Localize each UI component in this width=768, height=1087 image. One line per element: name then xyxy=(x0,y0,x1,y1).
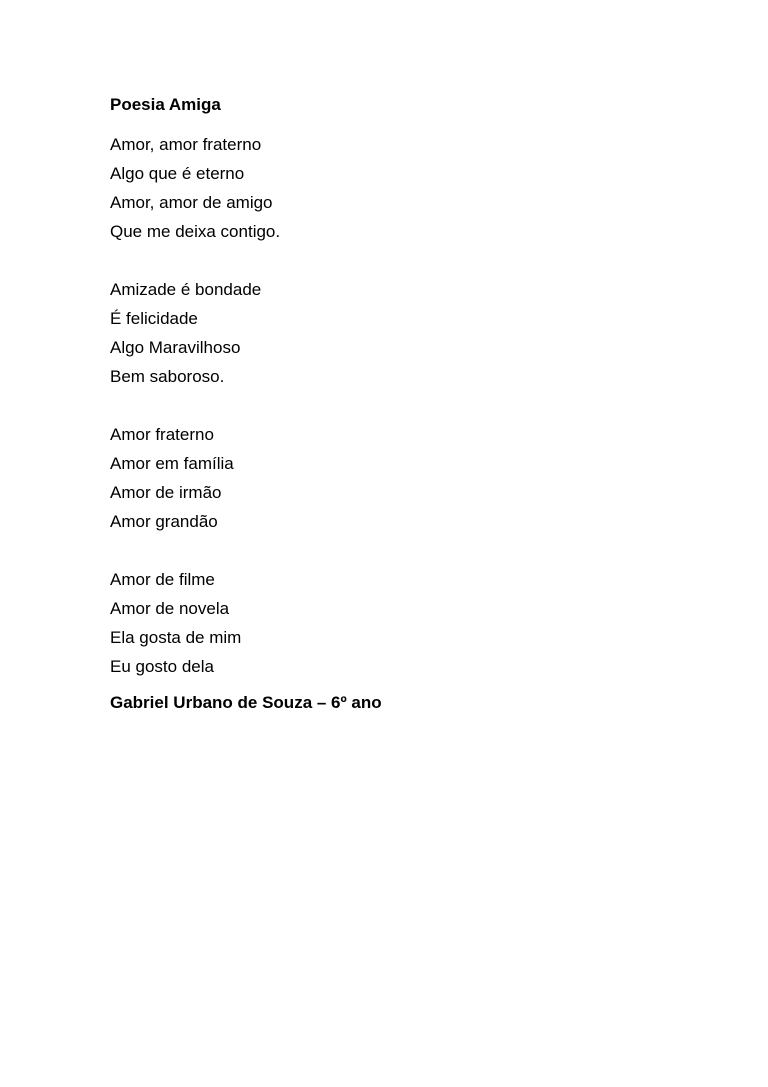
poem-line: Amor fraterno xyxy=(110,425,214,444)
author-signature: Gabriel Urbano de Souza – 6º ano xyxy=(110,693,382,712)
poem-line: Algo Maravilhoso xyxy=(110,338,241,357)
poem-line: Bem saboroso. xyxy=(110,367,225,386)
poem-line: Amor em família xyxy=(110,454,234,473)
poem-line: Amor de novela xyxy=(110,599,230,618)
poem-line: É felicidade xyxy=(110,309,198,328)
poem-line: Amizade é bondade xyxy=(110,280,262,299)
poem-line: Amor de irmão xyxy=(110,483,222,502)
stanza-2 xyxy=(110,275,710,391)
stanza-1 xyxy=(110,130,710,246)
poem-line: Eu gosto dela xyxy=(110,657,214,676)
stanza-4 xyxy=(110,565,710,681)
poem-line: Que me deixa contigo. xyxy=(110,222,281,241)
poem-line: Algo que é eterno xyxy=(110,164,245,183)
poem-line: Amor grandão xyxy=(110,512,218,531)
poem-line: Amor de filme xyxy=(110,570,215,589)
poem-title: Poesia Amiga xyxy=(110,95,221,114)
poem-body xyxy=(110,94,710,714)
poem-line: Ela gosta de mim xyxy=(110,628,242,647)
poem-line: Amor, amor fraterno xyxy=(110,135,262,154)
stanza-3 xyxy=(110,420,710,536)
poem-line: Amor, amor de amigo xyxy=(110,193,273,212)
